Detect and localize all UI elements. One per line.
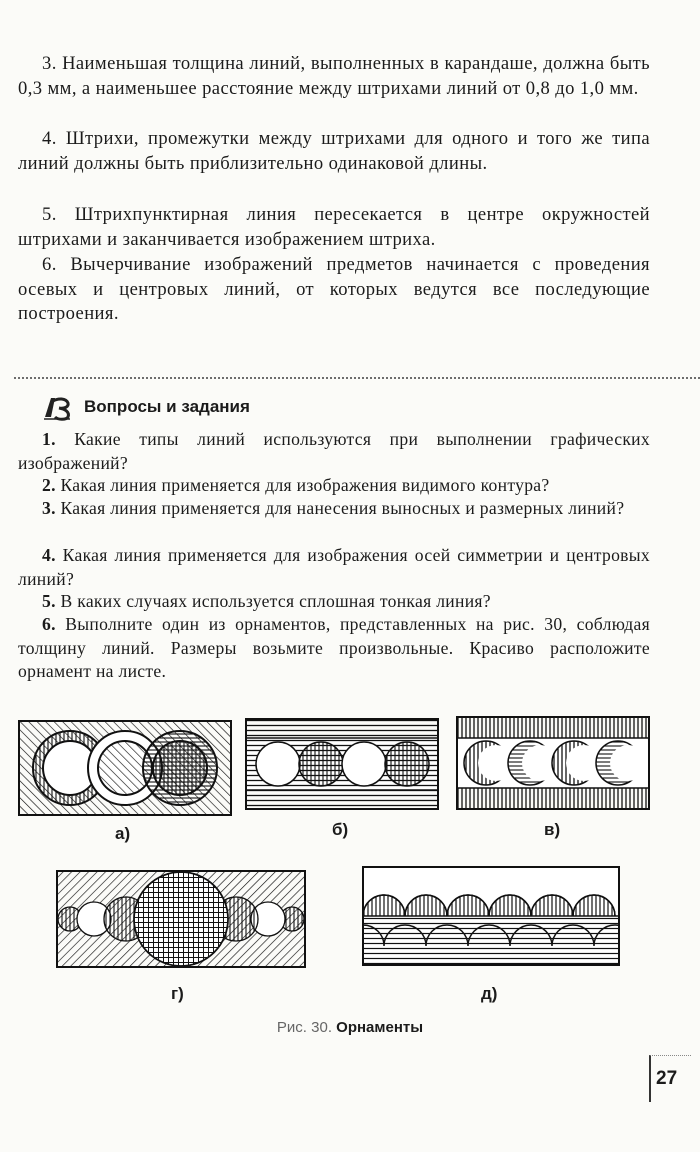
question-5: 5. В каких случаях используется сплошная тонкая линия?: [42, 591, 491, 611]
paragraph-4: 4. Штрихи, промежутки между штрихами для одного и того же типа линий должны быть приблизительно одинаковой длины.: [18, 128, 650, 174]
question-4: 4. Какая линия применяется для изображения осей симметрии и центровых линий?: [18, 545, 651, 589]
figure-label-a: а): [115, 824, 131, 843]
ornament-a: [18, 720, 232, 816]
figure-label-b: б): [332, 820, 349, 839]
caption-title: Орнаменты: [336, 1019, 424, 1036]
ornament-g: [56, 870, 306, 968]
caption-prefix: Рис. 30.: [276, 1019, 332, 1036]
ornament-b: [245, 718, 439, 810]
figure-caption: [0, 1019, 700, 1036]
figure-label-v: в): [544, 820, 561, 839]
figure-label-g: г): [171, 984, 184, 1003]
question-2: 2. Какая линия применяется для изображения видимого контура?: [42, 475, 550, 495]
questions-title: Вопросы и задания: [84, 397, 250, 416]
question-1: 1. Какие типы линий используются при выполнении графических изображений?: [18, 429, 650, 473]
paragraph-5: 5. Штрихпунктирная линия пересекается в центре окружностей штрихами и заканчивается изображением штриха.: [18, 204, 650, 250]
figure-label-d: д): [481, 984, 498, 1003]
question-3: 3. Какая линия применяется для нанесения выносных и размерных линий?: [42, 498, 625, 518]
question-6: 6. Выполните один из орнаментов, представленных на рис. 30, соблюдая толщину линий. Размеры возьмите произвольные. Красиво расположите орнамент на листе.: [18, 614, 650, 681]
page-number: 27: [656, 1068, 678, 1089]
ornament-v: [456, 716, 650, 810]
paragraph-6: 6. Вычерчивание изображений предметов начинается с проведения осевых и центровых линий, от которых ведутся все последующие построения.: [18, 254, 650, 324]
ornament-d: [362, 866, 620, 966]
questions-icon: [42, 395, 74, 421]
paragraph-3: 3. Наименьшая толщина линий, выполненных в карандаше, должна быть 0,3 мм, а наименьшее расстояние между штрихами линий от 0,8 до 1,0 мм.: [18, 53, 650, 99]
section-divider: [14, 377, 700, 379]
